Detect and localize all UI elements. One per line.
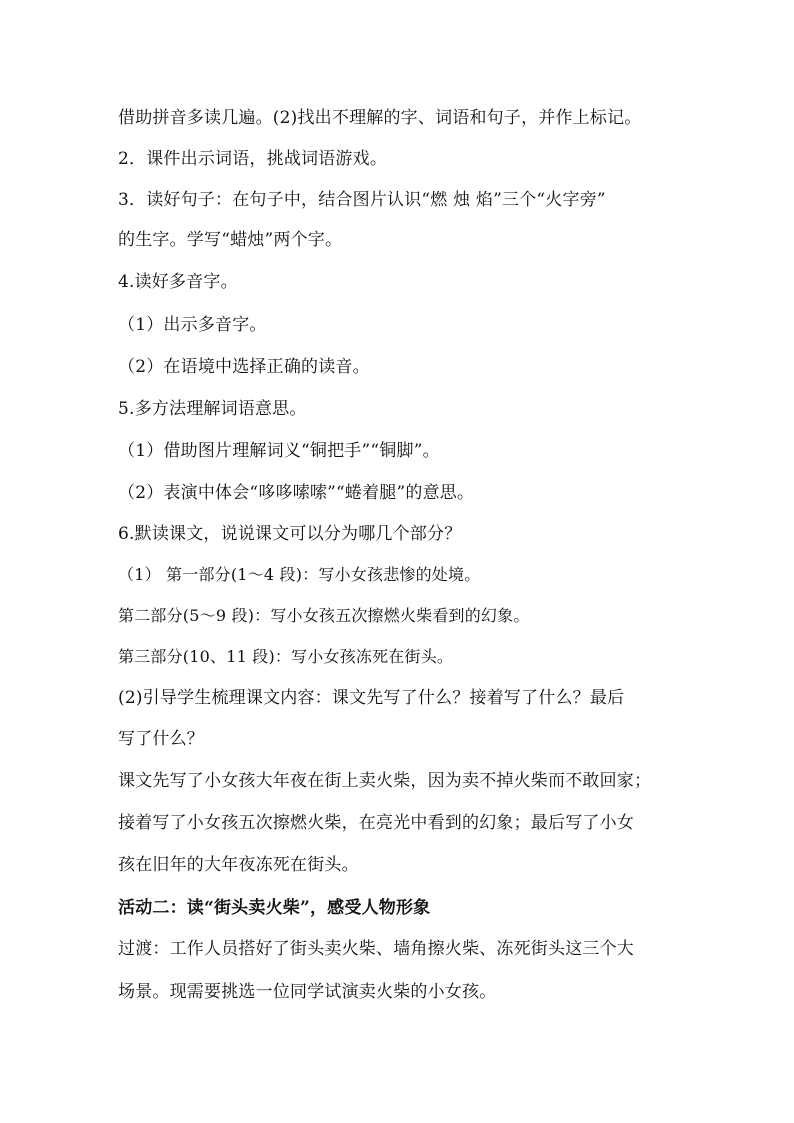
text-line-11: 6.默读课文，说说课文可以分为哪几个部分？ xyxy=(118,524,462,544)
text-line-19: 孩在旧年的大年夜冻死在街头。 xyxy=(118,855,359,875)
text-line-22: 场景。现需要挑选一位同学试演卖火柴的小女孩。 xyxy=(118,982,497,1002)
text-line-9: （1）借助图片理解词义“铜把手”“铜脚”。 xyxy=(118,441,440,461)
section-heading: 活动二：读“街头卖火柴”，感受人物形象 xyxy=(118,898,431,918)
text-line-8: 5.多方法理解词语意思。 xyxy=(118,399,307,419)
text-line-1: 借助拼音多读几遍。(2)找出不理解的字、词语和句子，并作上标记。 xyxy=(118,108,642,128)
text-line-16: 写了什么？ xyxy=(118,729,204,749)
text-line-2: 2．课件出示词语，挑战词语游戏。 xyxy=(118,149,388,169)
text-line-4: 的生字。学写“蜡烛”两个字。 xyxy=(118,230,343,250)
text-line-3: 3．读好句子：在句子中，结合图片认识“燃 烛 焰”三个“火字旁” xyxy=(118,190,606,210)
text-line-17: 课文先写了小女孩大年夜在街上卖火柴，因为卖不掉火柴而不敢回家； xyxy=(118,771,652,791)
text-line-12: （1） 第一部分(1～4 段)：写小女孩悲惨的处境。 xyxy=(118,565,481,584)
text-line-6: （1）出示多音字。 xyxy=(118,315,267,335)
text-line-13: 第二部分(5～9 段)：写小女孩五次擦燃火柴看到的幻象。 xyxy=(118,606,530,625)
text-line-14: 第三部分(10、11 段)：写小女孩冻死在街头。 xyxy=(118,647,454,666)
text-line-10: （2）表演中体会“哆哆嗦嗦”“蜷着腿”的意思。 xyxy=(118,483,475,503)
text-line-7: （2）在语境中选择正确的读音。 xyxy=(118,357,370,377)
text-line-15: (2)引导学生梳理课文内容：课文先写了什么？接着写了什么？最后 xyxy=(118,688,625,708)
text-line-5: 4.读好多音字。 xyxy=(118,272,238,292)
text-line-21: 过渡：工作人员搭好了街头卖火柴、墙角擦火柴、冻死街头这三个大 xyxy=(118,939,634,959)
text-line-18: 接着写了小女孩五次擦燃火柴，在亮光中看到的幻象；最后写了小女 xyxy=(118,813,634,833)
